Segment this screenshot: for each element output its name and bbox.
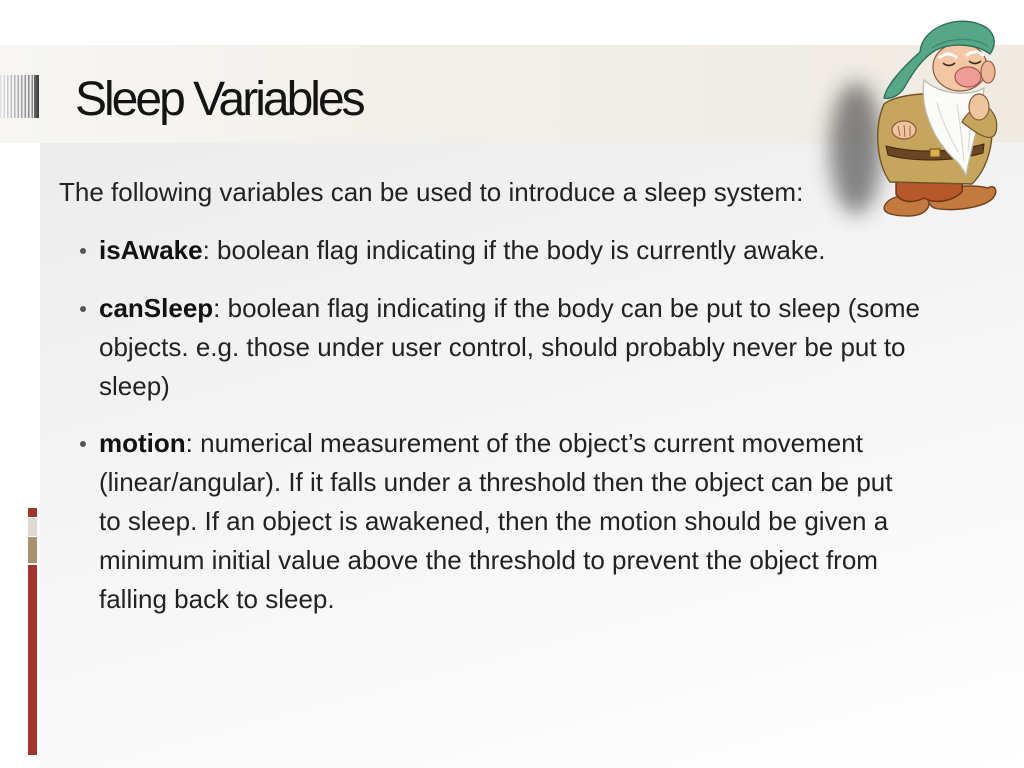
bullet-description: : boolean flag indicating if the body can be put to sleep (some [213, 293, 920, 323]
bullet-description: : numerical measurement of the object’s current movement [185, 428, 863, 458]
bullet-description: : boolean flag indicating if the body is currently awake. [202, 235, 826, 265]
bullet-item-isawake [76, 231, 826, 270]
bullet-text-line: (linear/angular). If it falls under a threshold then the object can be put [99, 467, 893, 497]
accent-bar-segment [28, 537, 37, 563]
bullet-icon [80, 306, 86, 312]
bullet-icon [80, 441, 86, 447]
bullet-term: canSleep [99, 293, 214, 323]
bullet-text-line: objects. e.g. those under user control, should probably never be put to [99, 332, 906, 362]
bullet-text-line: to sleep. If an object is awakened, then the motion should be given a [99, 506, 889, 536]
bullet-text-line [99, 231, 826, 270]
bullet-term: motion [99, 428, 186, 458]
sleepy-dwarf-illustration [812, 12, 1002, 227]
intro-text: The following variables can be used to introduce a sleep system: [59, 177, 804, 207]
title-stripes-end-decoration [34, 75, 39, 118]
bullet-item-motion [76, 424, 892, 619]
dwarf-raised-hand [969, 94, 989, 120]
accent-bar [28, 565, 37, 755]
bullet-text-line: sleep) [99, 371, 170, 401]
accent-bar-segment [28, 518, 37, 536]
bullet-text-line [99, 424, 892, 463]
dwarf-ear [981, 61, 995, 83]
bullet-text-line [99, 289, 920, 328]
dwarf-nose [955, 67, 981, 87]
accent-bar-segment [28, 508, 37, 517]
bullet-item-cansleep [76, 289, 920, 406]
bullet-text-line: minimum initial value above the threshold to prevent the object from [99, 545, 878, 575]
bullet-text-line: falling back to sleep. [99, 584, 335, 614]
slide-title: Sleep Variables [75, 73, 363, 126]
dwarf-belt-buckle [930, 149, 940, 157]
title-stripes-decoration [0, 75, 34, 118]
bullet-term: isAwake [99, 235, 203, 265]
bullet-icon [80, 248, 86, 254]
